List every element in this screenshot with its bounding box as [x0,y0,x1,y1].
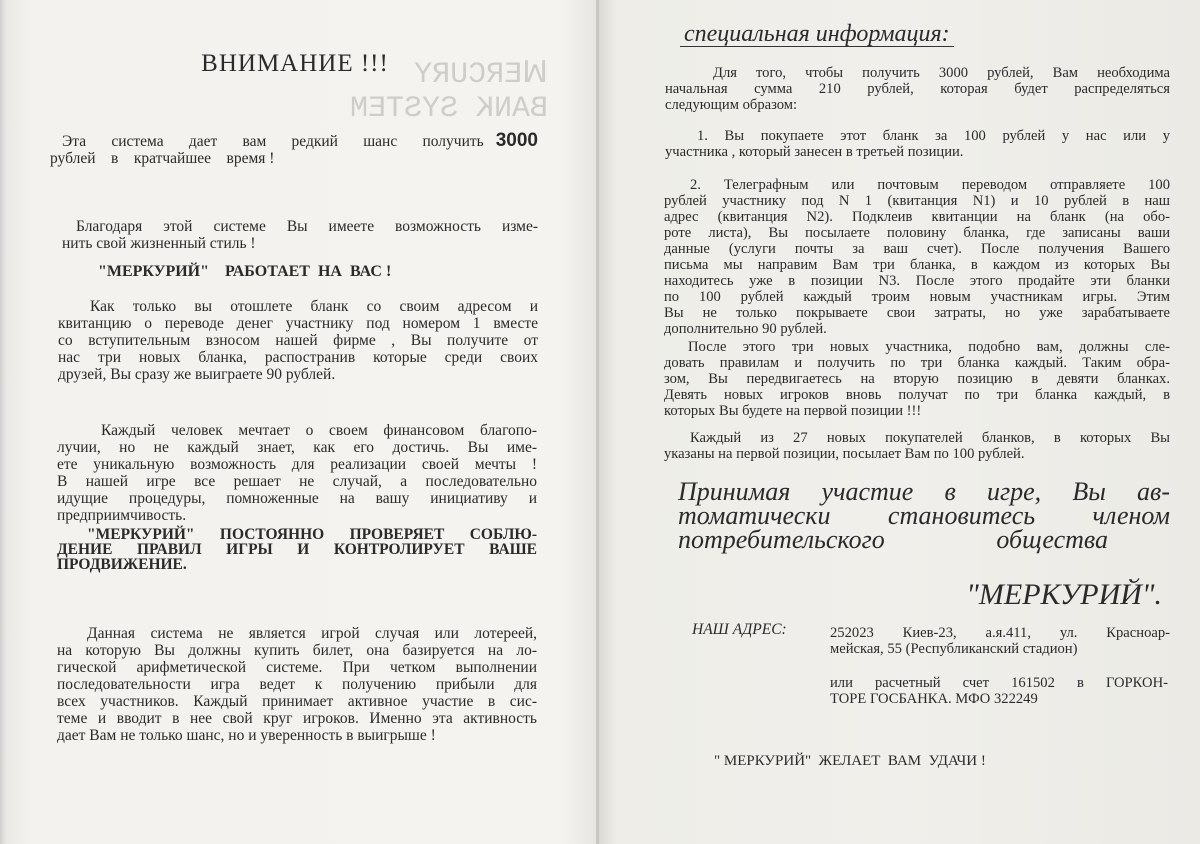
text-line: гической арифметической системе. При четком выполнении [57,659,537,676]
how-it-works-paragraph [58,298,538,383]
text-line: со вступительным взносом нашей фирме , Вы получите от [58,332,538,349]
text-line: зом, Вы передвигаетесь на вторую позицию в девяти бланках. [664,371,1170,387]
text-line: идущие процедуры, помноженные на вашу инициативу и [57,490,537,507]
text-line: мейская, 55 (Республиканский стадион) [830,641,1078,657]
text-line: томатически становитесь членом [678,501,1170,530]
brand-name: "МЕРКУРИЙ". [966,578,1162,611]
text-line: Вы не только покрываете свои затраты, но уже зарабатываете [664,305,1170,321]
text-line: довать правилам и получить по три бланка каждый. Таким обра- [664,355,1170,371]
address-label: НАШ АДРЕС: [692,621,787,638]
text-line: После этого три новых участника, подобно вам, должны сле- [688,339,1170,355]
text-line: Каждый человек мечтает о своем финансовом благопо- [101,422,537,439]
text-line: Девять новых игроков вновь получат по три бланка каждый, в [664,387,1170,403]
text-line: ете уникальную возможность для реализации своей мечты ! [57,456,537,473]
text-line: квитанцию о переводе денег участнику под номером 1 вместе [58,315,538,332]
bank-account [830,675,1168,707]
text-line: начальная сумма 210 рублей, которая будет распределяться [665,81,1170,97]
step-2-paragraph [664,177,1170,337]
buyers-paragraph [664,430,1170,462]
intro-paragraph [50,130,538,167]
text-line: Принимая участие в игре, Вы ав- [678,477,1170,506]
text-line: друзей, Вы сразу же выиграете 90 рублей. [58,366,336,383]
postal-address [830,625,1170,657]
text-line: "МЕРКУРИЙ" ПОСТОЯННО ПРОВЕРЯЕТ СОБЛЮ- [87,526,537,543]
text-line: последовательности игра ведет к получению прибыли для [57,676,537,693]
text-line: письма мы направим Вам три бланка, в каждом из которых Вы [664,257,1170,273]
step-1-paragraph [665,128,1170,160]
three-participants-paragraph [664,339,1170,419]
text-line: Эта система дает вам редкий шанс получить [62,133,484,150]
page-fold [596,0,599,844]
text-line: которых Вы будете на первой позиции !!! [664,403,922,419]
lifestyle-paragraph [62,218,538,252]
text-line: дополнительно 90 рублей. [664,321,827,337]
text-line: нить свой жизненный стиль ! [62,235,256,252]
text-line: Для того, чтобы получить 3000 рублей, Вам необходима [713,65,1170,81]
text-line: участника , который занесен в третьей позиции. [665,144,964,160]
text-line: лучии, но не каждый знает, как его достичь. Вы име- [57,439,537,456]
text-line: рублей участнику под N 1 (квитанция N1) и 10 рублей в наш [664,193,1170,209]
text-line: В нашей игре все решает не случай, а последовательно [57,473,537,490]
text-line: находитесь уже в позиции N3. После этого продайте эти бланки [664,273,1170,289]
control-heading [57,527,537,572]
initial-sum-paragraph [665,65,1170,113]
bleed-through-watermark: ꟽERCURY BANK SYSTEM [350,58,549,126]
text-line: Данная система не является игрой случая или лотереей, [87,625,537,642]
amount-3000: 3000 [495,130,538,151]
system-paragraph [57,625,537,744]
right-page [598,0,1200,844]
text-line: следующим образом: [665,97,798,113]
works-for-you-heading: "МЕРКУРИЙ" РАБОТАЕТ НА ВАС ! [98,263,392,280]
text-line: ДЕНИЕ ПРАВИЛ ИГРЫ И КОНТРОЛИРУЕТ ВАШЕ [57,541,537,558]
text-line: теме и вводит в нее свой круг игроков. Именно эта активность [57,710,537,727]
text-line: 2. Телеграфным или почтовым переводом отправляете 100 [690,177,1170,193]
text-line: Как только вы отошлете бланк со своим адресом и [90,298,538,315]
text-line: на которую Вы должны купить билет, она базируется на ло- [57,642,537,659]
special-info-heading: специальная информация: [680,22,954,47]
text-line: указаны на первой позиции, посылает Вам по 100 рублей. [664,446,1025,462]
text-line: ПРОДВИЖЕНИЕ. [57,556,187,573]
page-title: ВНИМАНИЕ !!! [201,50,389,77]
text-line: предприимчивость. [57,507,187,524]
text-line: рублей в кратчайшее время ! [50,150,275,167]
text-line: нас три новых бланка, распостранив которые среди своих [58,349,538,366]
text-line: ТОРЕ ГОСБАНКА. МФО 322249 [830,691,1038,707]
dream-paragraph [57,422,537,524]
text-line: Благодаря этой системе Вы имеете возможность изме- [76,218,538,235]
text-line: роте листа), Вы посылаете половину бланка, где записаны ваши [664,225,1170,241]
text-line: данные (услуги почты за ваш счет). После получения Вашего [664,241,1170,257]
text-line: или расчетный счет 161502 в ГОРКОН- [830,675,1168,691]
text-line: 1. Вы покупаете этот бланк за 100 рублей у нас или у [697,128,1170,144]
text-line: адрес (квитанция N2). Подклеив квитанции на бланк (на обо- [664,209,1170,225]
closing-wish: " МЕРКУРИЙ" ЖЕЛАЕТ ВАМ УДАЧИ ! [714,753,986,769]
text-line: 252023 Киев-23, а.я.411, ул. Красноар- [830,625,1170,641]
text-line: потребительского общества [678,525,1108,554]
membership-slogan [678,477,1170,554]
text-line: дает Вам не только шанс, но и уверенность в выигрыше ! [57,727,436,744]
text-line: Каждый из 27 новых покупателей бланков, в которых Вы [690,430,1170,446]
text-line: по 100 рублей каждый троим новым участникам игры. Этим [664,289,1170,305]
text-line: всех участников. Каждый принимает активное участие в сис- [57,693,537,710]
